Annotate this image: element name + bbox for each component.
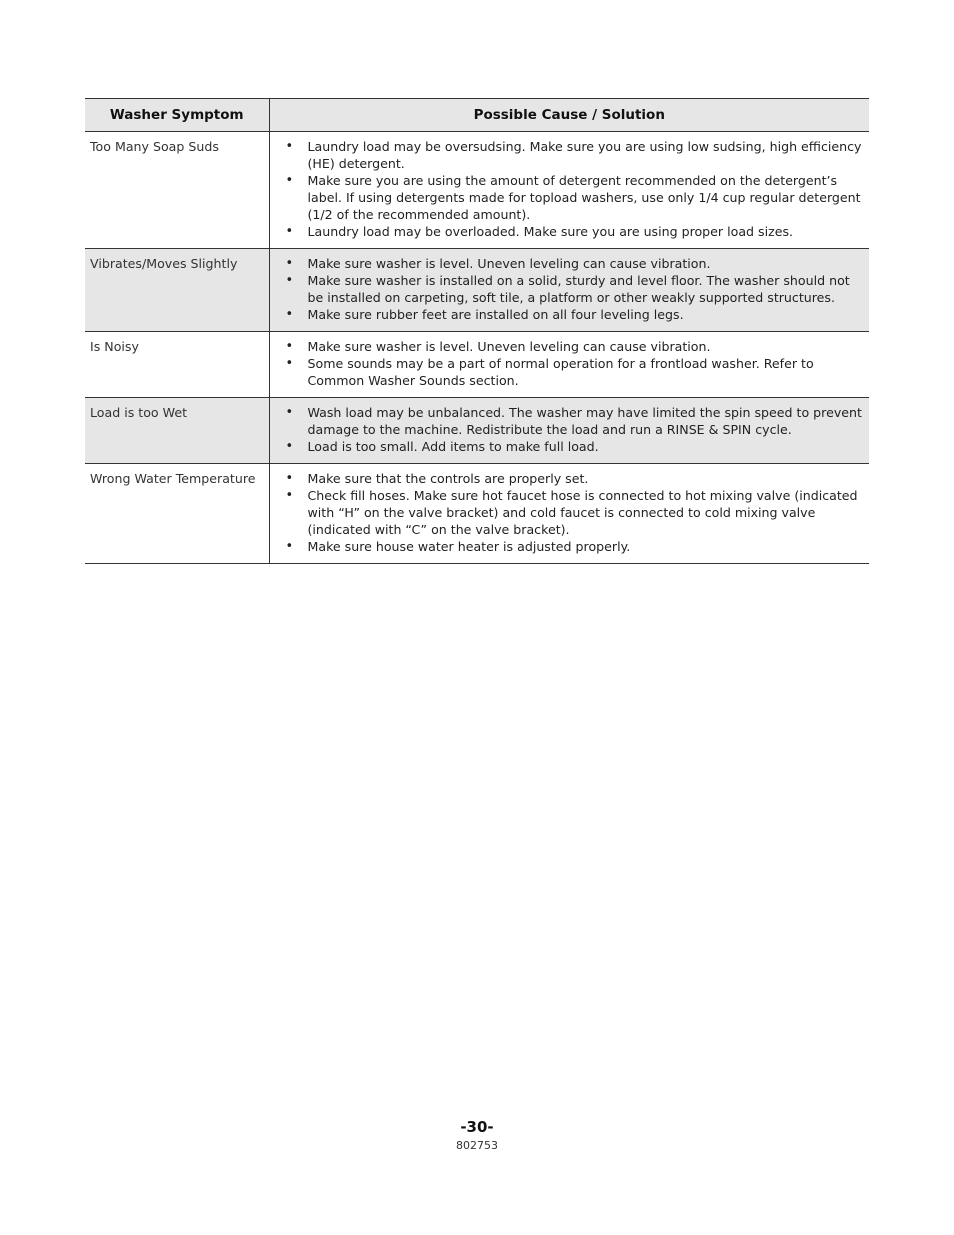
table-row <box>85 464 869 564</box>
solution-text: Load is too small. Add items to make full load. <box>307 439 599 454</box>
solution-cell <box>269 398 869 464</box>
symptom-cell: Vibrates/Moves Slightly <box>85 249 269 332</box>
solution-cell <box>269 464 869 564</box>
solution-item <box>286 138 866 172</box>
solution-text: Make sure washer is level. Uneven leveling can cause vibration. <box>307 339 711 354</box>
solution-item <box>286 470 866 487</box>
bullet-icon: • <box>285 273 294 288</box>
solution-item <box>286 487 866 538</box>
table-body <box>85 132 869 564</box>
symptom-column-header: Washer Symptom <box>85 99 269 132</box>
solution-text: Make sure washer is level. Uneven leveling can cause vibration. <box>307 256 711 271</box>
solution-list <box>286 338 866 389</box>
table-header-row <box>85 99 869 132</box>
solution-item <box>286 255 866 272</box>
solution-text: Laundry load may be overloaded. Make sure you are using proper load sizes. <box>307 224 794 239</box>
solution-list <box>286 255 866 323</box>
bullet-icon: • <box>285 539 294 554</box>
solution-item <box>286 223 866 240</box>
solution-list <box>286 138 866 240</box>
table-row <box>85 332 869 398</box>
solution-text: Make sure washer is installed on a solid, sturdy and level floor. The washer should not be installed on carpeting, soft tile, a platform or other weakly supported structures. <box>307 273 850 305</box>
table-row <box>85 132 869 249</box>
bullet-icon: • <box>285 488 294 503</box>
solution-text: Wash load may be unbalanced. The washer may have limited the spin speed to prevent damage to the machine. Redistribute the load and run a RINSE & SPIN cycle. <box>307 405 862 437</box>
solution-cell <box>269 132 869 249</box>
solution-item <box>286 272 866 306</box>
table-row <box>85 249 869 332</box>
bullet-icon: • <box>285 139 294 154</box>
document-number: 802753 <box>456 1139 498 1152</box>
solution-item <box>286 355 866 389</box>
solution-text: Make sure house water heater is adjusted properly. <box>307 539 631 554</box>
bullet-icon: • <box>285 307 294 322</box>
solution-text: Check fill hoses. Make sure hot faucet hose is connected to hot mixing valve (indicated with “H” on the valve bracket) and cold faucet is connected to cold mixing valve (indicated with “C” on the valve bracket). <box>307 488 858 537</box>
bullet-icon: • <box>285 173 294 188</box>
solution-list <box>286 404 866 455</box>
bullet-icon: • <box>285 256 294 271</box>
solution-item <box>286 404 866 438</box>
page-number: -30- <box>460 1118 494 1136</box>
bullet-icon: • <box>285 356 294 371</box>
solution-list <box>286 470 866 555</box>
symptom-cell: Load is too Wet <box>85 398 269 464</box>
troubleshooting-table <box>85 98 869 564</box>
solution-item <box>286 538 866 555</box>
solution-item <box>286 306 866 323</box>
solution-item <box>286 338 866 355</box>
solution-cell <box>269 249 869 332</box>
solution-column-header: Possible Cause / Solution <box>269 99 869 132</box>
solution-cell <box>269 332 869 398</box>
solution-text: Laundry load may be oversudsing. Make sure you are using low sudsing, high efficiency (HE) detergent. <box>307 139 862 171</box>
symptom-cell: Wrong Water Temperature <box>85 464 269 564</box>
bullet-icon: • <box>285 439 294 454</box>
solution-text: Some sounds may be a part of normal operation for a frontload washer. Refer to Common Washer Sounds section. <box>307 356 814 388</box>
bullet-icon: • <box>285 471 294 486</box>
solution-item <box>286 172 866 223</box>
symptom-cell: Too Many Soap Suds <box>85 132 269 249</box>
solution-text: Make sure that the controls are properly set. <box>307 471 589 486</box>
solution-text: Make sure rubber feet are installed on all four leveling legs. <box>307 307 684 322</box>
symptom-cell: Is Noisy <box>85 332 269 398</box>
bullet-icon: • <box>285 224 294 239</box>
bullet-icon: • <box>285 405 294 420</box>
solution-text: Make sure you are using the amount of detergent recommended on the detergent’s label. If using detergents made for topload washers, use only 1/4 cup regular detergent (1/2 of the recommended amount). <box>307 173 861 222</box>
bullet-icon: • <box>285 339 294 354</box>
solution-item <box>286 438 866 455</box>
table-row <box>85 398 869 464</box>
